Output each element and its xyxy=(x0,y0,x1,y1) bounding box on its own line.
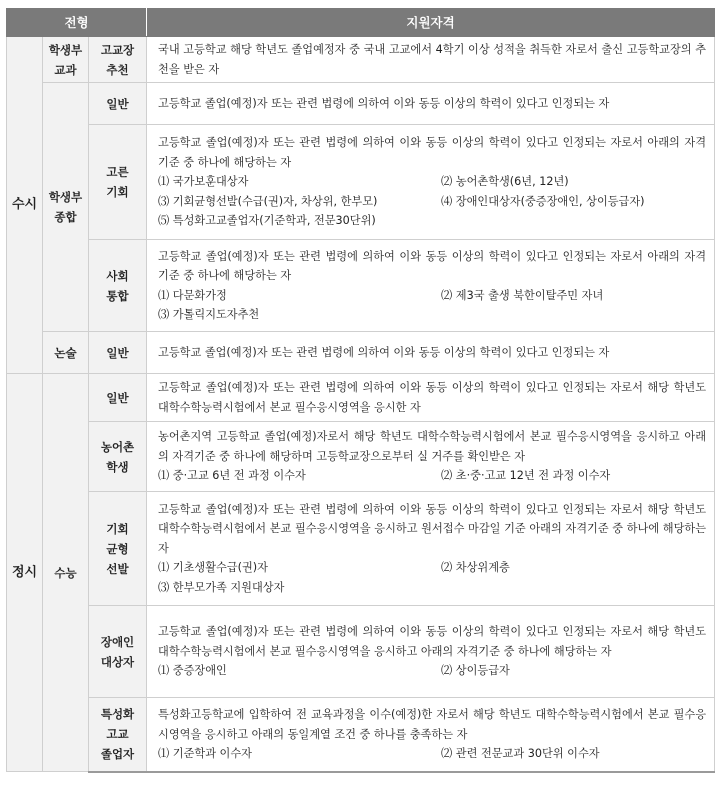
header-type: 전형 xyxy=(7,9,147,37)
table-row xyxy=(7,374,715,422)
table-row xyxy=(7,240,715,332)
subcategory-cell: 학생부 교과 xyxy=(43,37,89,83)
track-cell: 장애인 대상자 xyxy=(89,606,147,698)
qualification-cell xyxy=(147,492,715,606)
qualification-cell xyxy=(147,125,715,240)
table-row xyxy=(7,37,715,83)
qualification-text: 고등학교 졸업(예정)자 또는 관련 법령에 의하여 이와 동등 이상의 학력이 있다고 인정되는 자로서 해당 학년도 대학수학능력시험에서 본교 필수응시영역을 응시하고 원서접수 마감일 기준 아래의 자격기준 중 하나에 해당하는 자 xyxy=(158,502,707,555)
table-row xyxy=(7,606,715,698)
track-cell: 사회 통합 xyxy=(89,240,147,332)
qualification-text: 농어촌지역 고등학교 졸업(예정)자로서 해당 학년도 대학수학능력시험에서 본교 필수응시영역을 응시하고 아래의 자격기준 중 하나에 해당하며 고등학교장으로부터 실 거주를 확인받은 자 xyxy=(158,430,707,463)
qualification-cell xyxy=(147,240,715,332)
qualification-text: 고등학교 졸업(예정)자 또는 관련 법령에 의하여 이와 동등 이상의 학력이 있다고 인정되는 자 xyxy=(158,96,610,110)
track-cell: 농어촌 학생 xyxy=(89,422,147,492)
admission-table xyxy=(6,8,715,773)
qualification-text: 고등학교 졸업(예정)자 또는 관련 법령에 의하여 이와 동등 이상의 학력이 있다고 인정되는 자로서 해당 학년도 대학수학능력시험에서 본교 필수응시영역을 응시하고 아래의 자격기준 중 하나에 해당하는 자 xyxy=(158,625,707,658)
qualification-text: 고등학교 졸업(예정)자 또는 관련 법령에 의하여 이와 동등 이상의 학력이 있다고 인정되는 자로서 아래의 자격 기준 중 하나에 해당하는 자 xyxy=(158,136,707,169)
track-cell: 일반 xyxy=(89,332,147,374)
criteria-list xyxy=(158,661,706,681)
category-jeongsi: 정시 xyxy=(7,374,43,772)
criteria-item: ⑶ 기회균형선발(수급(권)자, 차상위, 한부모) xyxy=(158,194,378,208)
table-row xyxy=(7,492,715,606)
criteria-item: ⑶ 가톨릭지도자추천 xyxy=(158,308,260,321)
criteria-item: ⑴ 중증장애인 xyxy=(158,664,227,678)
criteria-item: ⑴ 국가보훈대상자 xyxy=(158,175,249,189)
criteria-item: ⑴ 기초생활수급(권)자 xyxy=(158,561,268,575)
table-row xyxy=(7,125,715,240)
criteria-item: ⑸ 특성화고교졸업자(기준학과, 전문30단위) xyxy=(158,214,376,228)
track-cell: 고른 기회 xyxy=(89,125,147,240)
qualification-cell xyxy=(147,83,715,125)
qualification-cell xyxy=(147,374,715,422)
header-qualification: 지원자격 xyxy=(147,9,715,37)
criteria-list xyxy=(158,466,706,486)
track-cell: 일반 xyxy=(89,374,147,422)
qualification-text: 고등학교 졸업(예정)자 또는 관련 법령에 의하여 이와 동등 이상의 학력이 있다고 인정되는 자로서 아래의 자격 기준 중 하나에 해당하는 자 xyxy=(158,249,707,282)
table-header-row xyxy=(7,9,715,37)
table-row xyxy=(7,422,715,492)
criteria-item: ⑵ 초·중·고교 12년 전 과정 이수자 xyxy=(441,469,611,483)
qualification-cell xyxy=(147,37,715,83)
criteria-item: ⑵ 제3국 출생 북한이탈주민 자녀 xyxy=(441,288,604,302)
track-cell: 고교장 추천 xyxy=(89,37,147,83)
table-row xyxy=(7,83,715,125)
criteria-list xyxy=(158,744,706,764)
criteria-item: ⑶ 한부모가족 지원대상자 xyxy=(158,580,285,594)
qualification-text: 고등학교 졸업(예정)자 또는 관련 법령에 의하여 이와 동등 이상의 학력이 있다고 인정되는 자로서 해당 학년도 대학수학능력시험에서 본교 필수응시영역을 응시한 자 xyxy=(158,381,707,414)
track-cell: 일반 xyxy=(89,83,147,125)
qualification-cell xyxy=(147,606,715,698)
criteria-item: ⑵ 상이등급자 xyxy=(441,664,510,678)
criteria-item: ⑵ 관련 전문교과 30단위 이수자 xyxy=(441,747,600,760)
subcategory-cell: 학생부 종합 xyxy=(43,83,89,332)
criteria-item: ⑴ 중·고교 6년 전 과정 이수자 xyxy=(158,469,306,483)
category-susi: 수시 xyxy=(7,37,43,374)
criteria-item: ⑵ 농어촌학생(6년, 12년) xyxy=(441,175,569,189)
table-row xyxy=(7,332,715,374)
criteria-list xyxy=(158,558,706,597)
criteria-list xyxy=(158,172,706,231)
track-cell: 기회 균형 선발 xyxy=(89,492,147,606)
qualification-cell xyxy=(147,698,715,772)
qualification-text: 국내 고등학교 해당 학년도 졸업예정자 중 국내 고교에서 4학기 이상 성적을 취득한 자로서 출신 고등학교장의 추천을 받은 자 xyxy=(158,43,707,76)
track-cell: 특성화 고교 졸업자 xyxy=(89,698,147,772)
qualification-text: 고등학교 졸업(예정)자 또는 관련 법령에 의하여 이와 동등 이상의 학력이 있다고 인정되는 자 xyxy=(158,345,610,359)
criteria-item: ⑵ 차상위계층 xyxy=(441,561,510,575)
subcategory-cell: 수능 xyxy=(43,374,89,772)
criteria-item: ⑴ 다문화가정 xyxy=(158,288,227,302)
qualification-text: 특성화고등학교에 입학하여 전 교육과정을 이수(예정)한 자로서 해당 학년도 대학수학능력시험에서 본교 필수응시영역을 응시하고 아래의 동일계열 조건 중 하나를 충족하는 자 xyxy=(158,708,707,741)
criteria-item: ⑷ 장애인대상자(중증장애인, 상이등급자) xyxy=(441,194,645,208)
qualification-cell xyxy=(147,422,715,492)
table-row xyxy=(7,698,715,772)
subcategory-cell: 논술 xyxy=(43,332,89,374)
qualification-cell xyxy=(147,332,715,374)
criteria-list xyxy=(158,286,706,325)
criteria-item: ⑴ 기준학과 이수자 xyxy=(158,747,252,760)
